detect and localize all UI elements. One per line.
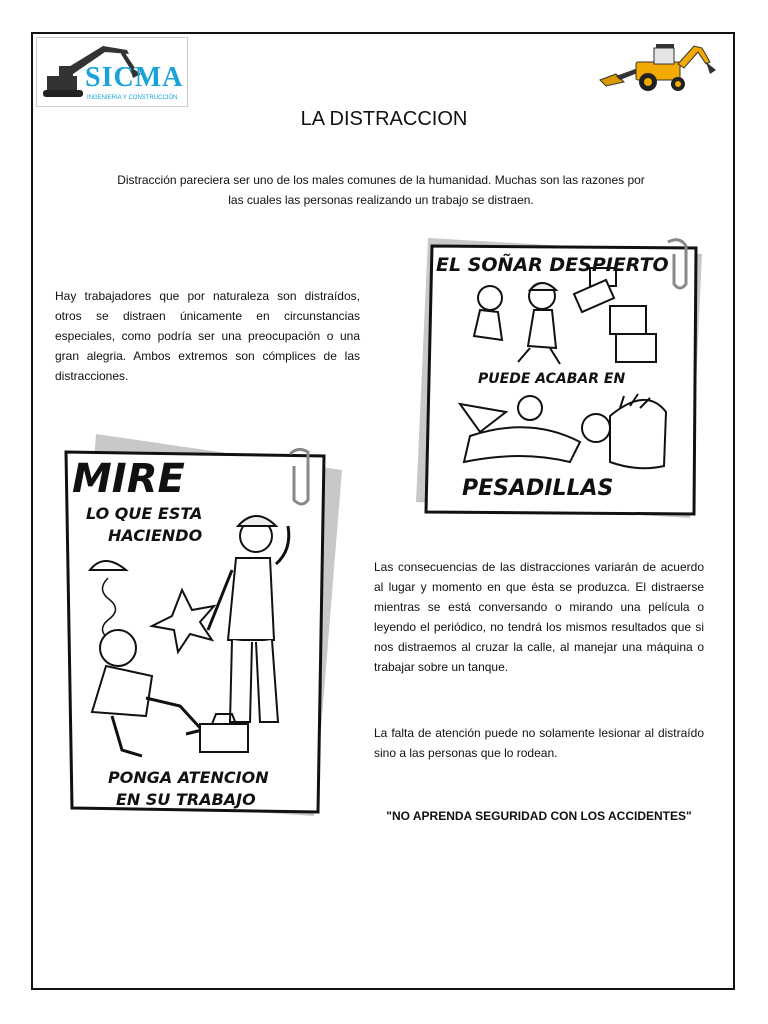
logo-tagline: INGENIERÍA Y CONSTRUCCIÓN xyxy=(87,95,178,101)
poster-daydream-bottom: PESADILLAS xyxy=(462,476,614,501)
poster-attention-sub-1: LO QUE ESTA xyxy=(86,504,203,523)
safety-slogan: "NO APRENDA SEGURIDAD CON LOS ACCIDENTES" xyxy=(386,809,692,823)
poster-daydream-top: EL SOÑAR DESPIERTO xyxy=(436,254,669,276)
poster-attention-bottom-2: EN SU TRABAJO xyxy=(116,790,256,809)
poster-attention-sub-2: HACIENDO xyxy=(108,526,203,545)
poster-attention-top: MIRE xyxy=(72,456,185,502)
paragraph-lack-attention: La falta de atención puede no solamente lesionar al distraído sino a las personas que lo rodean. xyxy=(374,726,704,760)
backhoe-loader-icon xyxy=(598,40,722,94)
poster-attention-bottom-1: PONGA ATENCION xyxy=(108,768,269,787)
logo-wordmark: SICMA xyxy=(85,62,184,93)
paragraph-consequences: Las consecuencias de las distracciones variarán de acuerdo al lugar y momento en que ésta se produzca. El distraerse mientras se está conversando o mirando una película o leyendo el periódico, no tendrá los mismos resultados que si nos distraemos al cruzar la calle, al manejar una máquina o trabajar sobre un tanque. xyxy=(374,560,704,674)
poster-attention xyxy=(52,430,352,820)
paragraph-workers: Hay trabajadores que por naturaleza son distraídos, otros se distraen únicamente en circunstancias especiales, como podría ser una preocupación o una gran alegria. Ambos extremos son cómplices de las distracciones. xyxy=(55,289,360,383)
page-title: LA DISTRACCION xyxy=(300,108,468,130)
poster-daydream xyxy=(410,236,710,526)
intro-paragraph: Distracción pareciera ser uno de los males comunes de la humanidad. Muchas son las razones por las cuales las personas realizando un trabajo se distraen. xyxy=(117,173,645,207)
company-logo xyxy=(36,37,188,107)
poster-daydream-middle: PUEDE ACABAR EN xyxy=(478,371,626,387)
